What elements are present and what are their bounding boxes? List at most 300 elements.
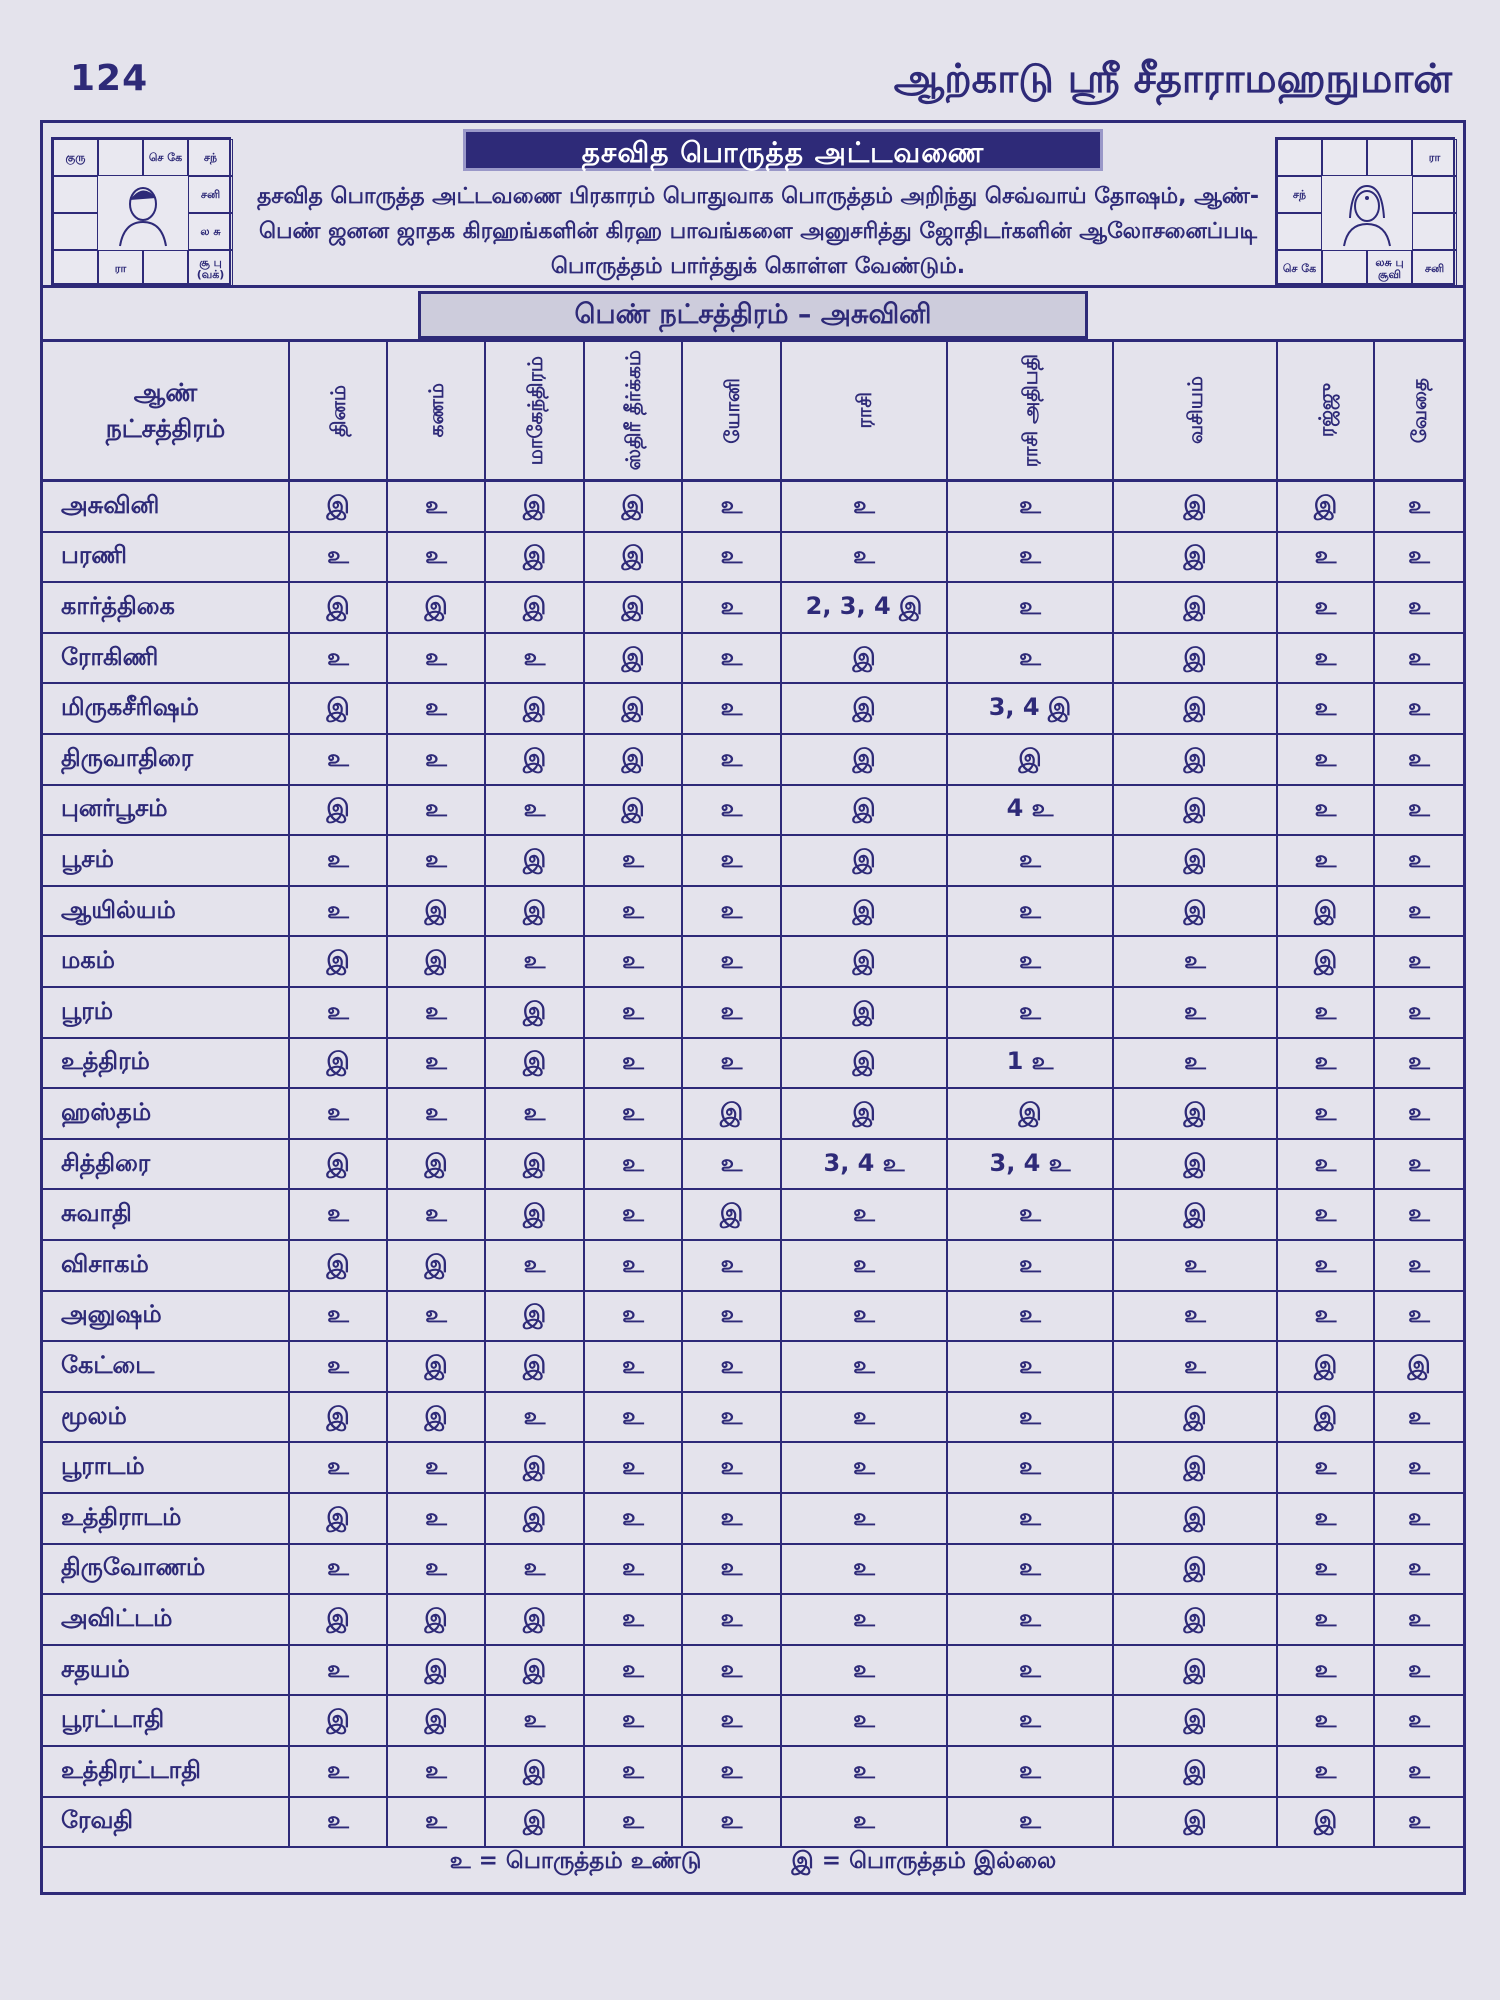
male-star-name: பூசம் bbox=[61, 844, 114, 873]
match-cell: உ bbox=[1373, 482, 1463, 531]
match-cell: உ bbox=[386, 1039, 484, 1088]
match-cell: 1 உ bbox=[946, 1039, 1112, 1088]
match-cell: உ bbox=[681, 1140, 780, 1189]
male-star-name: திருவோணம் bbox=[61, 1553, 206, 1582]
match-cell: உ bbox=[1373, 1039, 1463, 1088]
match-cell: உ bbox=[1373, 887, 1463, 936]
match-cell: இ bbox=[1112, 1545, 1276, 1594]
table-header-row bbox=[43, 342, 1463, 482]
match-cell: உ bbox=[1373, 1393, 1463, 1442]
male-star-name: கேட்டை bbox=[61, 1350, 155, 1379]
match-cell: உ bbox=[1373, 1545, 1463, 1594]
match-cell: இ bbox=[1112, 1190, 1276, 1239]
match-cell: உ bbox=[681, 1646, 780, 1695]
match-cell: உ bbox=[1276, 786, 1373, 835]
match-cell: இ bbox=[1276, 1393, 1373, 1442]
match-cell: 3, 4 உ bbox=[780, 1140, 946, 1189]
male-star-name: சுவாதி bbox=[61, 1199, 132, 1228]
match-cell: இ bbox=[484, 533, 583, 582]
match-cell: உ bbox=[681, 583, 780, 632]
male-star-name: பூரட்டாதி bbox=[61, 1705, 165, 1734]
match-cell: உ bbox=[583, 1798, 681, 1847]
chart-cell bbox=[53, 250, 98, 287]
match-cell: உ bbox=[1373, 1190, 1463, 1239]
match-cell: உ bbox=[583, 1696, 681, 1745]
match-cell: உ bbox=[946, 1545, 1112, 1594]
match-cell: உ bbox=[681, 1039, 780, 1088]
match-cell: இ bbox=[1112, 836, 1276, 885]
match-cell: இ bbox=[386, 1696, 484, 1745]
match-cell: உ bbox=[583, 1342, 681, 1391]
header-male-star bbox=[43, 342, 288, 479]
match-cell: உ bbox=[1373, 1798, 1463, 1847]
match-cell: உ bbox=[386, 1190, 484, 1239]
match-cell: உ bbox=[484, 1696, 583, 1745]
match-cell: உ bbox=[946, 937, 1112, 986]
match-cell: உ bbox=[288, 1798, 386, 1847]
match-cell: உ bbox=[1276, 988, 1373, 1037]
match-cell: உ bbox=[681, 1696, 780, 1745]
match-cell: உ bbox=[780, 1494, 946, 1543]
table-row bbox=[43, 1545, 1463, 1596]
match-cell: உ bbox=[288, 1545, 386, 1594]
header-5 bbox=[681, 342, 780, 479]
match-cell: உ bbox=[946, 1342, 1112, 1391]
match-cell: உ bbox=[1373, 1443, 1463, 1492]
chart-cell bbox=[1277, 213, 1322, 250]
table-row bbox=[43, 1696, 1463, 1747]
match-cell: உ bbox=[780, 1443, 946, 1492]
match-cell: இ bbox=[484, 735, 583, 784]
table-row bbox=[43, 735, 1463, 786]
match-cell: இ bbox=[288, 482, 386, 531]
match-cell: உ bbox=[583, 1747, 681, 1796]
match-cell: உ bbox=[681, 786, 780, 835]
male-star-name: சித்திரை bbox=[61, 1148, 151, 1177]
header-label: வசியம் bbox=[1183, 376, 1207, 445]
male-star-name: மகம் bbox=[61, 946, 115, 975]
match-cell: உ bbox=[1112, 1039, 1276, 1088]
match-cell: உ bbox=[681, 1443, 780, 1492]
match-cell: உ bbox=[946, 1292, 1112, 1341]
match-cell: உ bbox=[484, 1393, 583, 1442]
match-cell: உ bbox=[780, 1646, 946, 1695]
header-9 bbox=[1276, 342, 1373, 479]
match-cell: உ bbox=[780, 1545, 946, 1594]
table-row bbox=[43, 786, 1463, 837]
match-cell: இ bbox=[484, 482, 583, 531]
match-cell: உ bbox=[1276, 1646, 1373, 1695]
male-star-name: பூரம் bbox=[61, 996, 114, 1025]
match-cell: உ bbox=[386, 1494, 484, 1543]
match-cell: உ bbox=[288, 634, 386, 683]
table-row bbox=[43, 1646, 1463, 1697]
match-cell: உ bbox=[780, 1798, 946, 1847]
chart-cell bbox=[1322, 139, 1367, 176]
match-cell: உ bbox=[386, 482, 484, 531]
match-cell: உ bbox=[386, 735, 484, 784]
match-cell: உ bbox=[681, 1241, 780, 1290]
match-cell: உ bbox=[386, 634, 484, 683]
match-cell: உ bbox=[1112, 1292, 1276, 1341]
match-cell: இ bbox=[1373, 1342, 1463, 1391]
match-cell: இ bbox=[681, 1190, 780, 1239]
match-cell: உ bbox=[583, 1190, 681, 1239]
match-cell: உ bbox=[288, 988, 386, 1037]
chart-cell: லசு பு சூவி bbox=[1367, 250, 1412, 287]
match-cell: உ bbox=[386, 1292, 484, 1341]
match-cell: இ bbox=[780, 1039, 946, 1088]
male-star-name: கார்த்திகை bbox=[61, 591, 175, 620]
match-cell: உ bbox=[288, 533, 386, 582]
match-cell: இ bbox=[484, 1646, 583, 1695]
table-row bbox=[43, 482, 1463, 533]
table-row bbox=[43, 1443, 1463, 1494]
match-cell: இ bbox=[583, 482, 681, 531]
table-row bbox=[43, 1039, 1463, 1090]
match-cell: உ bbox=[946, 887, 1112, 936]
match-cell: இ bbox=[583, 786, 681, 835]
match-cell: உ bbox=[1276, 1545, 1373, 1594]
match-cell: உ bbox=[780, 1241, 946, 1290]
table-row bbox=[43, 1089, 1463, 1140]
match-cell: உ bbox=[780, 1747, 946, 1796]
match-cell: உ bbox=[1112, 937, 1276, 986]
match-cell: உ bbox=[946, 836, 1112, 885]
chart-cell: சனி bbox=[1412, 250, 1457, 287]
match-cell: உ bbox=[1373, 1747, 1463, 1796]
match-cell: உ bbox=[1373, 533, 1463, 582]
chart-cell: ரா bbox=[1412, 139, 1457, 176]
table-row bbox=[43, 1595, 1463, 1646]
chart-cell: சந் bbox=[1277, 176, 1322, 213]
match-cell: உ bbox=[681, 735, 780, 784]
male-star-name: அவிட்டம் bbox=[61, 1603, 173, 1632]
match-cell: இ bbox=[780, 836, 946, 885]
match-cell: உ bbox=[386, 1443, 484, 1492]
match-cell: இ bbox=[288, 1039, 386, 1088]
match-cell: உ bbox=[946, 1443, 1112, 1492]
header-10 bbox=[1373, 342, 1463, 479]
table-frame bbox=[40, 120, 1466, 1895]
match-cell: உ bbox=[1373, 1241, 1463, 1290]
match-cell: உ bbox=[1276, 1039, 1373, 1088]
match-cell: உ bbox=[288, 1292, 386, 1341]
match-cell: உ bbox=[1276, 533, 1373, 582]
match-cell: உ bbox=[288, 1190, 386, 1239]
match-cell: இ bbox=[484, 1798, 583, 1847]
male-star-name: புனர்பூசம் bbox=[61, 794, 168, 823]
horoscope-chart-female bbox=[1275, 137, 1455, 285]
male-star-name: மிருகசீரிஷம் bbox=[61, 693, 199, 722]
match-cell: இ bbox=[484, 1292, 583, 1341]
match-cell: உ bbox=[386, 786, 484, 835]
match-cell: இ bbox=[484, 1747, 583, 1796]
match-cell: உ bbox=[946, 1241, 1112, 1290]
match-cell: உ bbox=[583, 1140, 681, 1189]
match-cell: உ bbox=[1276, 735, 1373, 784]
header-2 bbox=[386, 342, 484, 479]
match-cell: இ bbox=[583, 533, 681, 582]
match-cell: இ bbox=[583, 684, 681, 733]
match-cell: இ bbox=[1112, 533, 1276, 582]
match-cell: உ bbox=[583, 1241, 681, 1290]
header-label: ஸ்திரீ தீர்க்கம் bbox=[621, 350, 645, 471]
match-cell: இ bbox=[386, 1595, 484, 1644]
match-cell: உ bbox=[946, 1798, 1112, 1847]
match-cell: இ bbox=[1276, 482, 1373, 531]
match-cell: இ bbox=[288, 1494, 386, 1543]
match-cell: இ bbox=[946, 735, 1112, 784]
match-cell: 3, 4 உ bbox=[946, 1140, 1112, 1189]
chart-cell: ல சு bbox=[188, 213, 233, 250]
match-cell: இ bbox=[386, 887, 484, 936]
match-cell: உ bbox=[386, 1798, 484, 1847]
match-cell: இ bbox=[288, 1595, 386, 1644]
match-cell: இ bbox=[1112, 1443, 1276, 1492]
match-cell: இ bbox=[1112, 634, 1276, 683]
page-number: 124 bbox=[70, 58, 149, 99]
chart-cell bbox=[53, 176, 98, 213]
match-cell: உ bbox=[1112, 1342, 1276, 1391]
match-cell: உ bbox=[386, 836, 484, 885]
match-cell: உ bbox=[946, 1696, 1112, 1745]
intro-text: தசவித பொருத்த அட்டவணை பிரகாரம் பொதுவாக பொருத்தம் அறிந்து செவ்வாய் தோஷம், ஆண்-பெண் ஜனன ஜாதக கிரஹங்களின் கிரஹ பாவங்களை அனுசரித்து ஜோதிடர்களின் ஆலோசனைப்படி பொருத்தம் பார்த்துக் கொள்ள வேண்டும். bbox=[256, 184, 1260, 279]
match-cell: இ bbox=[288, 937, 386, 986]
match-cell: உ bbox=[386, 988, 484, 1037]
match-cell: இ bbox=[1112, 1494, 1276, 1543]
match-cell: இ bbox=[1276, 1798, 1373, 1847]
header-label: வேதை bbox=[1407, 377, 1431, 444]
match-cell: உ bbox=[1276, 1089, 1373, 1138]
match-cell: இ bbox=[1112, 1696, 1276, 1745]
match-cell: உ bbox=[681, 937, 780, 986]
match-cell: உ bbox=[386, 1747, 484, 1796]
match-cell: உ bbox=[583, 988, 681, 1037]
match-cell: இ bbox=[484, 1595, 583, 1644]
match-cell: இ bbox=[583, 583, 681, 632]
match-cell: உ bbox=[583, 937, 681, 986]
match-cell: உ bbox=[1373, 786, 1463, 835]
match-cell: உ bbox=[780, 533, 946, 582]
chart-cell: செ கே bbox=[1277, 250, 1322, 287]
table-row bbox=[43, 1292, 1463, 1343]
match-cell: இ bbox=[780, 786, 946, 835]
match-cell: உ bbox=[1373, 988, 1463, 1037]
legend-u: உ = பொருத்தம் உண்டு bbox=[449, 1847, 702, 1874]
match-cell: உ bbox=[583, 1089, 681, 1138]
match-cell: உ bbox=[681, 1798, 780, 1847]
match-cell: உ bbox=[288, 1089, 386, 1138]
female-portrait-icon bbox=[1322, 176, 1412, 250]
match-cell: உ bbox=[1373, 1292, 1463, 1341]
match-cell: உ bbox=[1373, 1494, 1463, 1543]
chart-cell bbox=[1412, 213, 1457, 250]
match-cell: உ bbox=[681, 1595, 780, 1644]
male-star-name: உத்திரட்டாதி bbox=[61, 1755, 201, 1784]
match-cell: இ bbox=[484, 1443, 583, 1492]
match-cell: இ bbox=[484, 1140, 583, 1189]
match-cell: இ bbox=[946, 1089, 1112, 1138]
table-row bbox=[43, 836, 1463, 887]
match-cell: உ bbox=[583, 836, 681, 885]
match-cell: உ bbox=[681, 1747, 780, 1796]
chart-cell bbox=[1322, 250, 1367, 287]
match-cell: உ bbox=[946, 634, 1112, 683]
match-cell: உ bbox=[386, 533, 484, 582]
match-cell: இ bbox=[484, 684, 583, 733]
match-cell: இ bbox=[780, 887, 946, 936]
chart-cell: செ கே bbox=[143, 139, 188, 176]
header-label: தினம் bbox=[326, 384, 350, 437]
match-cell: உ bbox=[583, 1646, 681, 1695]
match-cell: இ bbox=[1112, 583, 1276, 632]
header-6 bbox=[780, 342, 946, 479]
match-cell: உ bbox=[1112, 988, 1276, 1037]
table-row bbox=[43, 634, 1463, 685]
male-star-name: ஆயில்யம் bbox=[61, 895, 176, 924]
match-cell: இ bbox=[288, 684, 386, 733]
horoscope-chart-male bbox=[51, 137, 231, 285]
match-cell: இ bbox=[386, 1393, 484, 1442]
match-cell: இ bbox=[1112, 1595, 1276, 1644]
chart-cell bbox=[1412, 176, 1457, 213]
match-cell: இ bbox=[1112, 1747, 1276, 1796]
male-star-name: அனுஷம் bbox=[61, 1300, 162, 1329]
match-cell: இ bbox=[1276, 937, 1373, 986]
match-cell: இ bbox=[1112, 1393, 1276, 1442]
male-star-name: ரோகிணி bbox=[61, 642, 159, 671]
match-cell: இ bbox=[484, 887, 583, 936]
table-row bbox=[43, 684, 1463, 735]
male-star-name: சதயம் bbox=[61, 1654, 130, 1683]
match-cell: உ bbox=[1373, 1089, 1463, 1138]
match-cell: இ bbox=[1112, 1646, 1276, 1695]
match-cell: உ bbox=[288, 1646, 386, 1695]
match-cell: உ bbox=[1373, 1595, 1463, 1644]
match-cell: உ bbox=[1276, 684, 1373, 733]
match-cell: இ bbox=[780, 988, 946, 1037]
match-cell: உ bbox=[583, 887, 681, 936]
table-row bbox=[43, 1393, 1463, 1444]
header-label: ரஜ்ஜு bbox=[1313, 383, 1338, 438]
match-cell: இ bbox=[484, 1342, 583, 1391]
match-cell: உ bbox=[288, 836, 386, 885]
header-label: ராசி bbox=[852, 392, 876, 429]
match-cell: உ bbox=[681, 1545, 780, 1594]
match-cell: இ bbox=[484, 1190, 583, 1239]
male-star-name: உத்திரம் bbox=[61, 1047, 150, 1076]
match-cell: உ bbox=[583, 1039, 681, 1088]
match-cell: உ bbox=[1373, 634, 1463, 683]
match-cell: உ bbox=[583, 1292, 681, 1341]
match-cell: இ bbox=[1112, 482, 1276, 531]
chart-cell: ரா bbox=[98, 250, 143, 287]
match-cell: இ bbox=[1112, 735, 1276, 784]
book-title: ஆற்காடு ஸ்ரீ சீதாராமஹநுமான் bbox=[893, 56, 1452, 102]
match-cell: உ bbox=[1276, 634, 1373, 683]
match-cell: உ bbox=[681, 1494, 780, 1543]
table-title: தசவித பொருத்த அட்டவணை bbox=[463, 129, 1103, 171]
table-row bbox=[43, 1190, 1463, 1241]
match-cell: இ bbox=[288, 786, 386, 835]
match-cell: உ bbox=[583, 1393, 681, 1442]
table-row bbox=[43, 1494, 1463, 1545]
match-cell: உ bbox=[386, 1545, 484, 1594]
match-cell: உ bbox=[681, 533, 780, 582]
header-4 bbox=[583, 342, 681, 479]
male-star-name: விசாகம் bbox=[61, 1249, 149, 1278]
chart-cell bbox=[143, 250, 188, 287]
match-cell: உ bbox=[484, 786, 583, 835]
header-label: யோனி bbox=[719, 377, 744, 444]
male-star-name: பரணி bbox=[61, 541, 127, 570]
table-row bbox=[43, 1140, 1463, 1191]
male-star-name: திருவாதிரை bbox=[61, 743, 194, 772]
match-cell: இ bbox=[386, 1140, 484, 1189]
match-cell: உ bbox=[1373, 937, 1463, 986]
match-cell: உ bbox=[780, 1292, 946, 1341]
match-cell: இ bbox=[386, 583, 484, 632]
match-cell: உ bbox=[780, 1595, 946, 1644]
match-cell: 2, 3, 4 இ bbox=[780, 583, 946, 632]
header-zone bbox=[43, 123, 1463, 288]
match-cell: இ bbox=[288, 583, 386, 632]
match-cell: உ bbox=[1276, 1494, 1373, 1543]
header-label: கணம் bbox=[424, 383, 448, 438]
match-cell: உ bbox=[288, 1342, 386, 1391]
chart-cell bbox=[98, 139, 143, 176]
male-star-name: ஹஸ்தம் bbox=[61, 1097, 152, 1126]
match-cell: உ bbox=[1373, 836, 1463, 885]
table-row bbox=[43, 1747, 1463, 1798]
chart-cell bbox=[1367, 139, 1412, 176]
match-cell: உ bbox=[1373, 1646, 1463, 1695]
match-cell: இ bbox=[1276, 1342, 1373, 1391]
match-cell: உ bbox=[946, 482, 1112, 531]
male-star-name: அசுவினி bbox=[61, 490, 160, 519]
match-cell: உ bbox=[1276, 1595, 1373, 1644]
match-cell: இ bbox=[1112, 1089, 1276, 1138]
male-star-name: மூலம் bbox=[61, 1401, 127, 1430]
match-cell: இ bbox=[681, 1089, 780, 1138]
male-star-name: உத்திராடம் bbox=[61, 1502, 182, 1531]
match-cell: உ bbox=[386, 1089, 484, 1138]
female-star-heading: பெண் நட்சத்திரம் – அசுவினி bbox=[418, 291, 1088, 339]
match-cell: உ bbox=[386, 684, 484, 733]
header-1 bbox=[288, 342, 386, 479]
legend-i: இ = பொருத்தம் இல்லை bbox=[791, 1847, 1057, 1874]
match-cell: இ bbox=[1112, 1798, 1276, 1847]
table-row bbox=[43, 988, 1463, 1039]
match-cell: உ bbox=[1373, 1140, 1463, 1189]
table-row bbox=[43, 583, 1463, 634]
match-cell: இ bbox=[484, 583, 583, 632]
match-cell: உ bbox=[583, 1545, 681, 1594]
table-row bbox=[43, 1241, 1463, 1292]
header-male-star-label: ஆண் நட்சத்திரம் bbox=[105, 377, 226, 443]
match-cell: இ bbox=[484, 1494, 583, 1543]
match-cell: உ bbox=[681, 1292, 780, 1341]
match-cell: இ bbox=[386, 1646, 484, 1695]
match-cell: உ bbox=[288, 735, 386, 784]
match-cell: இ bbox=[583, 735, 681, 784]
header-label: ராசி அதிபதி bbox=[1018, 353, 1042, 468]
match-cell: உ bbox=[1276, 1747, 1373, 1796]
match-cell: உ bbox=[1276, 1241, 1373, 1290]
match-cell: உ bbox=[1373, 684, 1463, 733]
match-cell: இ bbox=[780, 735, 946, 784]
